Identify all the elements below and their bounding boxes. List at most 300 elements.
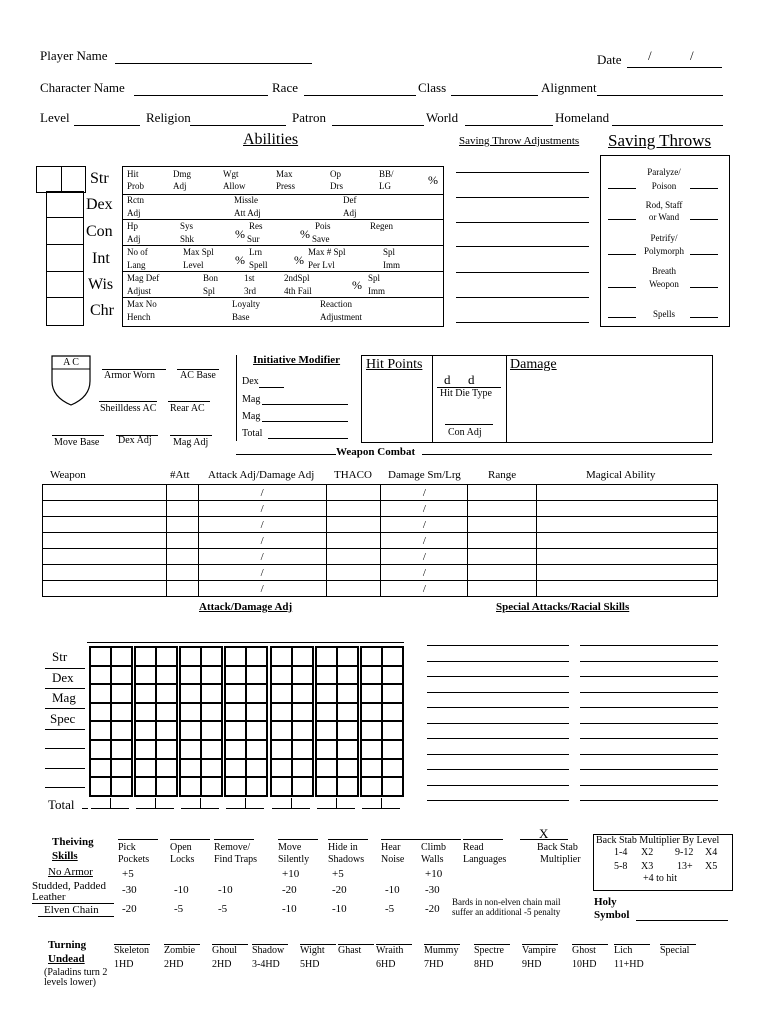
patron-field[interactable]	[332, 125, 424, 126]
ability-str: Str	[90, 170, 109, 187]
race-field[interactable]	[304, 95, 416, 96]
ad-grid-cell[interactable]	[156, 666, 177, 685]
race-label: Race	[272, 80, 298, 95]
ad-grid-cell[interactable]	[90, 740, 111, 759]
special-attack-line[interactable]	[427, 738, 569, 739]
weapon-cell[interactable]: /	[381, 501, 468, 517]
weapon-cell[interactable]	[326, 581, 381, 597]
ad-total-field[interactable]	[317, 808, 355, 809]
ad-grid-cell[interactable]	[111, 684, 132, 703]
st-field[interactable]	[690, 287, 718, 288]
ad-grid[interactable]	[270, 646, 314, 797]
ad-grid-cell[interactable]	[201, 777, 222, 796]
ad-grid-cell[interactable]	[90, 647, 111, 666]
thief-skill-header: Walls	[421, 854, 444, 865]
ad-grid-cell[interactable]	[337, 647, 358, 666]
ad-grid-cell[interactable]	[156, 647, 177, 666]
ad-grid-cell[interactable]	[271, 666, 292, 685]
bs-r2-c4: X5	[705, 861, 718, 872]
ad-grid-cell[interactable]	[111, 777, 132, 796]
st-field[interactable]	[608, 317, 636, 318]
special-attack-line[interactable]	[580, 707, 718, 708]
ad-grid-cell[interactable]	[135, 666, 156, 685]
special-attack-line[interactable]	[580, 661, 718, 662]
ad-grid[interactable]	[89, 646, 133, 797]
weapon-row[interactable]	[43, 517, 718, 533]
ad-grid-cell[interactable]	[382, 647, 403, 666]
ad-grid-cell[interactable]	[361, 703, 382, 722]
back-stab-field[interactable]	[520, 839, 568, 840]
special-attack-line[interactable]	[580, 754, 718, 755]
int-lang: Lang	[127, 260, 146, 270]
ad-grid-cell[interactable]	[90, 666, 111, 685]
ad-grid-cell[interactable]	[90, 759, 111, 778]
thief-skill-value: -10	[218, 884, 233, 896]
ad-grid-cell[interactable]	[180, 740, 201, 759]
ad-grid-cell[interactable]	[111, 721, 132, 740]
ad-grid-cell[interactable]	[156, 777, 177, 796]
ad-grid-top-line	[313, 642, 359, 643]
weapon-cell[interactable]	[166, 533, 198, 549]
special-attack-line[interactable]	[427, 707, 569, 708]
weapon-cell[interactable]	[166, 517, 198, 533]
level-field[interactable]	[74, 125, 140, 126]
player-name-field[interactable]	[115, 63, 312, 64]
thief-skill-field[interactable]	[463, 839, 503, 840]
ad-grid-cell[interactable]	[180, 647, 201, 666]
st-adj-line[interactable]	[456, 172, 589, 173]
st-adj-line[interactable]	[456, 297, 589, 298]
ad-grid-cell[interactable]	[292, 777, 313, 796]
ad-grid-cell[interactable]	[111, 759, 132, 778]
st-adj-line[interactable]	[456, 246, 589, 247]
st-adj-line[interactable]	[456, 222, 589, 223]
ad-grid-cell[interactable]	[292, 666, 313, 685]
weapon-row[interactable]	[43, 533, 718, 549]
st-adj-line[interactable]	[456, 272, 589, 273]
special-attack-line[interactable]	[580, 785, 718, 786]
weapon-cell[interactable]	[43, 517, 167, 533]
ad-grid[interactable]	[179, 646, 223, 797]
ability-con: Con	[86, 223, 113, 240]
wis-imm: Imm	[368, 286, 385, 296]
weapon-cell[interactable]: /	[381, 533, 468, 549]
character-name-label: Character Name	[40, 80, 125, 95]
ability-wis: Wis	[88, 276, 114, 293]
ad-grid-cell[interactable]	[316, 740, 337, 759]
thief-skill-value: -10	[282, 903, 297, 915]
special-attack-line[interactable]	[427, 645, 569, 646]
weapon-cell[interactable]	[166, 581, 198, 597]
ad-grid-cell[interactable]	[271, 684, 292, 703]
ad-grid-cell[interactable]	[361, 777, 382, 796]
ad-grid-cell[interactable]	[225, 777, 246, 796]
thief-skill-value: -10	[174, 884, 189, 896]
ad-grid-cell[interactable]	[361, 647, 382, 666]
ad-grid-cell[interactable]	[337, 666, 358, 685]
thief-skill-field[interactable]	[214, 839, 254, 840]
ad-grid-cell[interactable]	[156, 684, 177, 703]
ad-grid-cell[interactable]	[316, 721, 337, 740]
ad-total-field[interactable]	[91, 808, 129, 809]
weapon-cell[interactable]	[468, 501, 537, 517]
ad-grid-cell[interactable]	[361, 721, 382, 740]
st-poison: Poison	[651, 181, 677, 191]
thief-skill-header: Read	[463, 842, 484, 853]
ad-grid-cell[interactable]	[246, 740, 267, 759]
ad-grid-cell[interactable]	[271, 759, 292, 778]
multiplier-label: Multiplier	[540, 854, 581, 865]
hit-points-title[interactable]: Hit Points	[366, 357, 423, 372]
bs-r2-c2: X3	[641, 861, 654, 872]
weapon-cell[interactable]	[43, 485, 167, 501]
ad-grid-cell[interactable]	[111, 666, 132, 685]
weapon-cell[interactable]	[43, 501, 167, 517]
thief-skill-field[interactable]	[381, 839, 421, 840]
ad-grid-cell[interactable]	[156, 721, 177, 740]
special-attack-line[interactable]	[427, 661, 569, 662]
ad-grid-cell[interactable]	[201, 647, 222, 666]
world-label: World	[426, 110, 459, 125]
ad-grid-cell[interactable]	[90, 721, 111, 740]
special-attack-line[interactable]	[580, 769, 718, 770]
weapon-cell[interactable]	[166, 485, 198, 501]
special-attack-line[interactable]	[580, 676, 718, 677]
ad-grid-cell[interactable]	[316, 666, 337, 685]
ad-grid-cell[interactable]	[246, 759, 267, 778]
weapon-cell[interactable]: /	[198, 517, 326, 533]
ad-grid-cell[interactable]	[292, 740, 313, 759]
weapon-cell[interactable]	[326, 549, 381, 565]
special-attack-line[interactable]	[580, 723, 718, 724]
weapon-cell[interactable]	[468, 581, 537, 597]
ad-grid-cell[interactable]	[271, 721, 292, 740]
ad-grid[interactable]	[315, 646, 359, 797]
ad-grid-cell[interactable]	[201, 721, 222, 740]
st-field[interactable]	[690, 188, 718, 189]
weapon-cell[interactable]	[326, 565, 381, 581]
weapon-cell[interactable]: /	[381, 565, 468, 581]
st-field[interactable]	[608, 188, 636, 189]
ad-grid-cell[interactable]	[180, 777, 201, 796]
ad-grid-cell[interactable]	[180, 759, 201, 778]
turning-undead-type: Spectre	[474, 945, 504, 956]
thief-skill-field[interactable]	[118, 839, 158, 840]
special-attack-line[interactable]	[580, 738, 718, 739]
ad-grid-cell[interactable]	[225, 684, 246, 703]
ad-grid-cell[interactable]	[225, 740, 246, 759]
rear-ac-field[interactable]	[168, 401, 210, 402]
ad-grid-cell[interactable]	[135, 759, 156, 778]
weapon-cell[interactable]	[326, 501, 381, 517]
ad-grid-cell[interactable]	[292, 703, 313, 722]
init-mag-2: Mag	[242, 411, 261, 422]
special-attack-line[interactable]	[580, 645, 718, 646]
st-breath: Breath	[652, 266, 676, 276]
ad-grid-cell[interactable]	[246, 666, 267, 685]
weapon-cell[interactable]	[326, 485, 381, 501]
homeland-label: Homeland	[555, 110, 610, 125]
ad-grid-cell[interactable]	[246, 684, 267, 703]
world-field[interactable]	[465, 125, 553, 126]
ad-label-line	[45, 688, 85, 689]
move-base-field[interactable]	[52, 435, 104, 436]
ad-grid-cell[interactable]	[225, 759, 246, 778]
ad-grid-cell[interactable]	[90, 703, 111, 722]
init-mag-field[interactable]	[262, 404, 348, 405]
weapon-cell[interactable]: /	[381, 581, 468, 597]
ad-label-line	[45, 748, 85, 749]
ad-grid-cell[interactable]	[201, 666, 222, 685]
ad-grid-cell[interactable]	[271, 647, 292, 666]
special-attack-line[interactable]	[427, 769, 569, 770]
ad-label-dex: Dex	[52, 670, 74, 685]
weapon-cell[interactable]: /	[198, 549, 326, 565]
ad-grid-cell[interactable]	[90, 777, 111, 796]
ad-grid-cell[interactable]	[382, 703, 403, 722]
thief-skill-header: Remove/	[214, 842, 251, 853]
ad-grid-cell[interactable]	[246, 777, 267, 796]
ad-grid-cell[interactable]	[361, 666, 382, 685]
ad-grid-cell[interactable]	[361, 759, 382, 778]
ad-grid-cell[interactable]	[292, 647, 313, 666]
ad-grid-cell[interactable]	[337, 721, 358, 740]
ad-grid-cell[interactable]	[382, 740, 403, 759]
thief-skill-field[interactable]	[421, 839, 461, 840]
ad-grid-cell[interactable]	[337, 759, 358, 778]
mag-adj-field[interactable]	[170, 435, 212, 436]
ad-grid-cell[interactable]	[225, 647, 246, 666]
str-score-box[interactable]	[36, 166, 86, 193]
thief-skill-field[interactable]	[278, 839, 318, 840]
ad-grid-cell[interactable]	[156, 759, 177, 778]
init-mag-field[interactable]	[262, 421, 348, 422]
special-attack-line[interactable]	[427, 785, 569, 786]
ad-grid-cell[interactable]	[201, 759, 222, 778]
ad-grid-cell[interactable]	[225, 721, 246, 740]
ad-grid-cell[interactable]	[201, 703, 222, 722]
ability-score-boxes[interactable]	[46, 191, 84, 326]
weapon-cell[interactable]	[166, 501, 198, 517]
st-field[interactable]	[690, 317, 718, 318]
ad-total-field[interactable]	[226, 808, 264, 809]
ad-grid-cell[interactable]	[156, 740, 177, 759]
ad-grid-cell[interactable]	[316, 759, 337, 778]
move-base-label: Move Base	[54, 437, 100, 448]
ad-grid-cell[interactable]	[246, 703, 267, 722]
thief-skill-field[interactable]	[170, 839, 210, 840]
ad-grid-cell[interactable]	[361, 684, 382, 703]
special-attack-line[interactable]	[427, 692, 569, 693]
ad-grid-cell[interactable]	[382, 684, 403, 703]
ad-grid-cell[interactable]	[316, 684, 337, 703]
character-name-field[interactable]	[134, 95, 268, 96]
ad-grid-cell[interactable]	[271, 740, 292, 759]
ad-grid-cell[interactable]	[337, 684, 358, 703]
ad-grid-top-line	[358, 642, 404, 643]
special-attack-line[interactable]	[427, 754, 569, 755]
ad-grid[interactable]	[224, 646, 268, 797]
ad-grid-cell[interactable]	[292, 684, 313, 703]
ad-grid-cell[interactable]	[111, 703, 132, 722]
weapon-cell[interactable]	[468, 517, 537, 533]
weapon-cell[interactable]	[326, 517, 381, 533]
special-attack-line[interactable]	[580, 800, 718, 801]
st-field[interactable]	[608, 254, 636, 255]
weapon-cell[interactable]	[468, 549, 537, 565]
ad-grid[interactable]	[360, 646, 404, 797]
weapon-cell[interactable]	[537, 533, 718, 549]
weapon-cell[interactable]	[537, 501, 718, 517]
ad-grid-cell[interactable]	[382, 666, 403, 685]
st-field[interactable]	[690, 219, 718, 220]
weapon-cell[interactable]	[326, 533, 381, 549]
ad-grid-cell[interactable]	[180, 703, 201, 722]
homeland-field[interactable]	[612, 125, 723, 126]
ad-grid-top-line	[222, 642, 268, 643]
st-field[interactable]	[608, 219, 636, 220]
weapon-cell[interactable]	[43, 565, 167, 581]
thief-skill-field[interactable]	[328, 839, 368, 840]
weapon-cell[interactable]	[537, 581, 718, 597]
weapon-cell[interactable]	[166, 565, 198, 581]
special-attack-line[interactable]	[427, 676, 569, 677]
turning-undead-hd: 10HD	[572, 959, 597, 970]
ad-grid-cell[interactable]	[292, 721, 313, 740]
weapon-cell[interactable]	[537, 517, 718, 533]
weapon-cell[interactable]	[43, 581, 167, 597]
ad-grid-cell[interactable]	[135, 740, 156, 759]
ad-total-field[interactable]	[272, 808, 310, 809]
ad-grid-cell[interactable]	[337, 740, 358, 759]
ad-grid-cell[interactable]	[111, 740, 132, 759]
holy-symbol-field[interactable]	[636, 920, 728, 921]
ad-grid-cell[interactable]	[337, 703, 358, 722]
ad-grid-cell[interactable]	[135, 684, 156, 703]
religion-field[interactable]	[190, 125, 286, 126]
weapon-row[interactable]	[43, 485, 718, 501]
ad-total-field[interactable]	[136, 808, 174, 809]
ad-grid-cell[interactable]	[111, 647, 132, 666]
date-field[interactable]	[627, 67, 722, 68]
shieldless-ac-label: Sheilldess AC	[100, 403, 157, 414]
st-adj-line[interactable]	[456, 322, 589, 323]
ad-grid-cell[interactable]	[201, 740, 222, 759]
weapon-cell[interactable]	[468, 533, 537, 549]
str-allow: Allow	[223, 181, 246, 191]
ad-grid-cell[interactable]	[180, 666, 201, 685]
ad-grid-cell[interactable]	[316, 647, 337, 666]
ad-grid[interactable]	[134, 646, 178, 797]
ad-grid-cell[interactable]	[382, 721, 403, 740]
con-adj-field[interactable]	[445, 424, 493, 425]
thief-skill-header: Climb	[421, 842, 447, 853]
st-field[interactable]	[608, 287, 636, 288]
weapon-cell[interactable]	[468, 565, 537, 581]
ad-grid-cell[interactable]	[361, 740, 382, 759]
ad-grid-cell[interactable]	[382, 759, 403, 778]
dex-adj: Adj	[127, 208, 141, 218]
weapon-cell[interactable]	[537, 549, 718, 565]
st-field[interactable]	[690, 254, 718, 255]
ad-grid-cell[interactable]	[292, 759, 313, 778]
weapon-cell[interactable]	[166, 549, 198, 565]
weapon-cell[interactable]: /	[381, 485, 468, 501]
ad-grid-cell[interactable]	[246, 721, 267, 740]
ad-total-field[interactable]	[362, 808, 400, 809]
weapon-row[interactable]	[43, 549, 718, 565]
weapon-cell[interactable]	[537, 485, 718, 501]
ad-grid-cell[interactable]	[180, 684, 201, 703]
wc-header-weapon: Weapon	[50, 469, 86, 481]
ad-grid-cell[interactable]	[180, 721, 201, 740]
ad-grid-cell[interactable]	[246, 647, 267, 666]
ad-grid-cell[interactable]	[316, 703, 337, 722]
ac-base-label: AC Base	[180, 370, 216, 381]
ac-badge: A C	[63, 357, 79, 368]
weapon-cell[interactable]: /	[381, 549, 468, 565]
weapon-row[interactable]	[43, 581, 718, 597]
ad-grid-cell[interactable]	[225, 703, 246, 722]
ad-grid-cell[interactable]	[135, 647, 156, 666]
initiative-divider	[236, 355, 237, 441]
weapon-row[interactable]	[43, 565, 718, 581]
weapon-cell[interactable]: /	[198, 581, 326, 597]
init-dex-field[interactable]	[259, 387, 284, 388]
st-adj-line[interactable]	[456, 197, 589, 198]
ad-total-field[interactable]	[181, 808, 219, 809]
weapon-cell[interactable]: /	[198, 533, 326, 549]
ad-grid-cell[interactable]	[135, 721, 156, 740]
weapon-cell[interactable]: /	[198, 501, 326, 517]
con-pct-1: %	[235, 227, 245, 241]
ad-grid-cell[interactable]	[271, 703, 292, 722]
dex-def: Def	[343, 195, 357, 205]
studded-label-2: Leather	[32, 891, 66, 903]
weapon-cell[interactable]: /	[198, 565, 326, 581]
ad-grid-cell[interactable]	[271, 777, 292, 796]
turning-undead-hd: 8HD	[474, 959, 494, 970]
ad-grid-cell[interactable]	[90, 684, 111, 703]
alignment-field[interactable]	[597, 95, 723, 96]
weapon-combat-rule-right	[422, 454, 712, 455]
ad-grid-cell[interactable]	[135, 777, 156, 796]
ad-grid-cell[interactable]	[135, 703, 156, 722]
weapon-cell[interactable]	[43, 549, 167, 565]
weapon-cell[interactable]: /	[198, 485, 326, 501]
ad-grid-cell[interactable]	[156, 703, 177, 722]
ad-grid-cell[interactable]	[382, 777, 403, 796]
con-save: Save	[312, 234, 330, 244]
init-total-field[interactable]	[268, 438, 348, 439]
ad-grid-top-line	[87, 642, 133, 643]
shieldless-ac-field[interactable]	[99, 401, 157, 402]
weapon-cell[interactable]: /	[381, 517, 468, 533]
damage-title[interactable]: Damage	[510, 357, 557, 372]
special-attack-line[interactable]	[427, 800, 569, 801]
ad-grid-cell[interactable]	[316, 777, 337, 796]
special-attack-line[interactable]	[580, 692, 718, 693]
ad-grid-cell[interactable]	[225, 666, 246, 685]
ad-grid-cell[interactable]	[201, 684, 222, 703]
ad-grid-cell[interactable]	[337, 777, 358, 796]
class-field[interactable]	[451, 95, 538, 96]
weapon-cell[interactable]	[468, 485, 537, 501]
weapon-row[interactable]	[43, 501, 718, 517]
weapon-cell[interactable]	[537, 565, 718, 581]
special-attack-line[interactable]	[427, 723, 569, 724]
weapon-cell[interactable]	[43, 533, 167, 549]
